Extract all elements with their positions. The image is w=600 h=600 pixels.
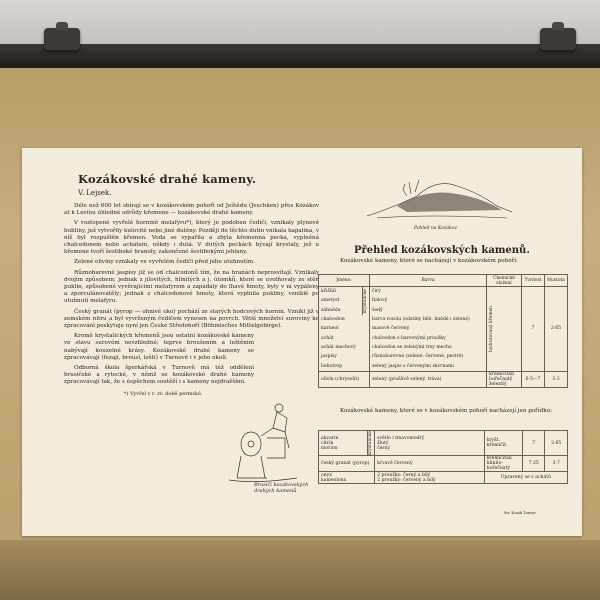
paragraph: Kromě krystalických křemenů jsou ostatní kozákovské kameny ve stavu surovém nevzhledné; teprve broušením a leštěním nabývají kouzelné krásy. Kozákovské drahé kameny se zpracovávají (fezají, brousí, leští) v Turnově i v jeho okolí. <box>64 333 254 361</box>
poster-sheet <box>22 148 582 536</box>
table-row <box>319 456 568 472</box>
stone-name: akvarin citrín morion <box>319 431 368 456</box>
overview-title: Přehled kozákovských kamenů. <box>354 245 530 256</box>
stone-color: čirý <box>370 287 487 297</box>
header-name: Jméno: <box>319 275 370 287</box>
composition-cell: kryšt. křemičit. <box>484 431 522 456</box>
stone-name: heliotrop <box>319 361 370 371</box>
rare-stones-table <box>318 430 568 484</box>
hardness-cell: 7·25 <box>523 456 545 472</box>
composition-cell: křemičitan hlinito-hořečnatý <box>484 456 522 472</box>
grinder-sketch-caption: Brusiči kozákovských drahých kamenů <box>254 482 309 494</box>
group-label: krystalické <box>363 288 368 314</box>
hardness-cell: 6·5—7 <box>522 371 545 387</box>
article-title: Kozákovské drahé kameny. <box>78 172 257 186</box>
stone-color: světle i tmavomodrý žlutý černý <box>375 431 485 456</box>
hardness-cell: 7 <box>522 287 545 372</box>
stone-color: masově červený <box>370 324 487 333</box>
stone-color: fialový <box>370 296 487 305</box>
table-row <box>319 371 568 387</box>
header-composition: Chemické složení <box>487 275 522 287</box>
density-cell: 3·7 <box>545 456 568 472</box>
composition-cell: hydratovaný křemen <box>489 305 494 352</box>
density-cell: 2·65 <box>545 431 568 456</box>
right-clip <box>540 28 576 50</box>
left-clip <box>44 28 80 50</box>
left-column <box>64 172 319 397</box>
paragraph: Odborná škola šperkářská v Turnově má též oddělení brusičské a rytecké, v němž se kozákovské drahé kameny zpracovávají tak, že s úspěchem soutěží i s kameny nejdražšími. <box>64 365 254 386</box>
stone-name: achát <box>319 333 370 342</box>
table-header-row <box>319 275 568 287</box>
table-row <box>319 431 568 456</box>
stone-color: různobarevné (zelené, červené, pestré) <box>370 352 487 361</box>
stone-color: barva rosolu (odstíny bílé, hnědé i zelené) <box>370 315 487 324</box>
overview-subtitle: Kozákovské kameny, které se nacházejí v kozákovském pohoří: <box>340 258 518 264</box>
stone-name: achát mechový <box>319 343 370 352</box>
paragraph: Český granát (pyrop — ohnivé oko) pochází ze starých hodcových hornin. Vznikl již v zemském nitru a byl vyvrženým čedičem vynesen na povrch. Větší množství suroviny ke zpracování poskytuje nyní jen České Středohoří (Böhmisches Mittelgebirge). <box>64 308 319 330</box>
stone-name: český granát (pyrop) <box>319 456 375 472</box>
printer-mark: Str. Kozák Turnov <box>504 511 536 515</box>
paragraph: Zelené olivíny vznikaly ve vyvřelém čediči před jeho utuhnutím. <box>74 259 255 266</box>
backing-board-edge <box>0 540 600 600</box>
stone-color: chalcedon s barevnými proužky <box>370 333 487 342</box>
stone-color: chalcedon se zelenými trsy mechu <box>370 343 487 352</box>
table-row <box>319 287 568 297</box>
stone-color: 2 proužky: černý a bílý 2 proužky: červený a bílý <box>375 472 485 484</box>
kozakov-landscape-illustration <box>367 166 512 234</box>
stone-name: křišťál <box>319 287 363 297</box>
paragraph: Déle než 600 let sbírají se v kozákovském pohoří od Ještědu (Jeschken) přes Kozákov at k Levínu úhledné odrůdy křemene — kozákovské drahé kameny. <box>64 203 319 217</box>
stone-name: ametyst <box>319 296 363 305</box>
group-label: krystalické <box>368 431 374 456</box>
stone-color: zelený (prušlivě zelený, tráva) <box>370 371 487 387</box>
hardness-cell: 7 <box>523 431 545 456</box>
stone-name: olivín (chrysolit) <box>319 371 370 387</box>
hanging-rail <box>0 44 600 68</box>
grinder-sketch-illustration <box>227 398 307 488</box>
composition-cell: křemičitan hořečnatý železitý <box>487 371 522 387</box>
stone-name: záhněda <box>319 306 363 315</box>
stone-name: karneol <box>319 324 370 333</box>
article-author: V. Lejsek. <box>78 189 112 197</box>
paragraph: Různobarevné jaspisy již se od chalcedonů tím, že na hranách neprosvítají. Vznikaly dvojím způsobem: jednak z jílovitých, hlinitých a j. útomků, které se uvolňovaly ze stěn puklin, způsobené vyvěrajícími melafyrem a zapadaly do lhavé hmoty, byly v ní vypáleny a zporculánovatěly; jednak z chalcedonové hmoty, která vyplnila pukliny, vzniklé po utuhnutí melafyru. <box>64 269 319 305</box>
stone-color: zelený jaspis s červenými skvrnami <box>370 361 487 371</box>
rare-stones-subtitle: Kozákovské kameny, které se v kozákovském pohoří nacházejí jen pořídku: <box>340 408 553 414</box>
stone-color: krvavě červený <box>375 456 485 472</box>
header-density: Hustota <box>545 275 568 287</box>
table-row <box>319 472 568 484</box>
footnote: *) Vyvřel v r. zv. době permské. <box>124 390 203 397</box>
landscape-caption: Pohled na Kozákov <box>414 226 457 231</box>
stone-color: šedý <box>370 306 487 315</box>
header-hardness: Tvrdost <box>522 275 545 287</box>
common-stones-table <box>318 274 568 388</box>
header-color: Barva <box>370 275 487 287</box>
density-cell: 3·3 <box>545 371 568 387</box>
density-cell: 2·65 <box>545 287 568 372</box>
stone-name: onyx kameolonx <box>319 472 375 484</box>
composition-cell: Upravený se v achátů <box>484 472 567 484</box>
stone-name: chalcedon <box>319 315 370 324</box>
stone-name: jaspisy <box>319 352 370 361</box>
paragraph: V roztopené vyvřelé hornině melafyru*), který je podoben čediči, vznikaly plynové bubliny, jež vytvořily kulovité nebo jiné dutény. Později do těchto dutin vnikala kapalina, v níž byl rozpuštěn křemen. Voda se vypařila a zbyla křemenná pecka, vyplněná chalcedonem nebo achátem, někdy i dutá. V dutých peckách bývají krystaly, jež u křemene tvoří šestiboké hranoly, zakončené šestibokými jehlany. <box>64 220 319 256</box>
